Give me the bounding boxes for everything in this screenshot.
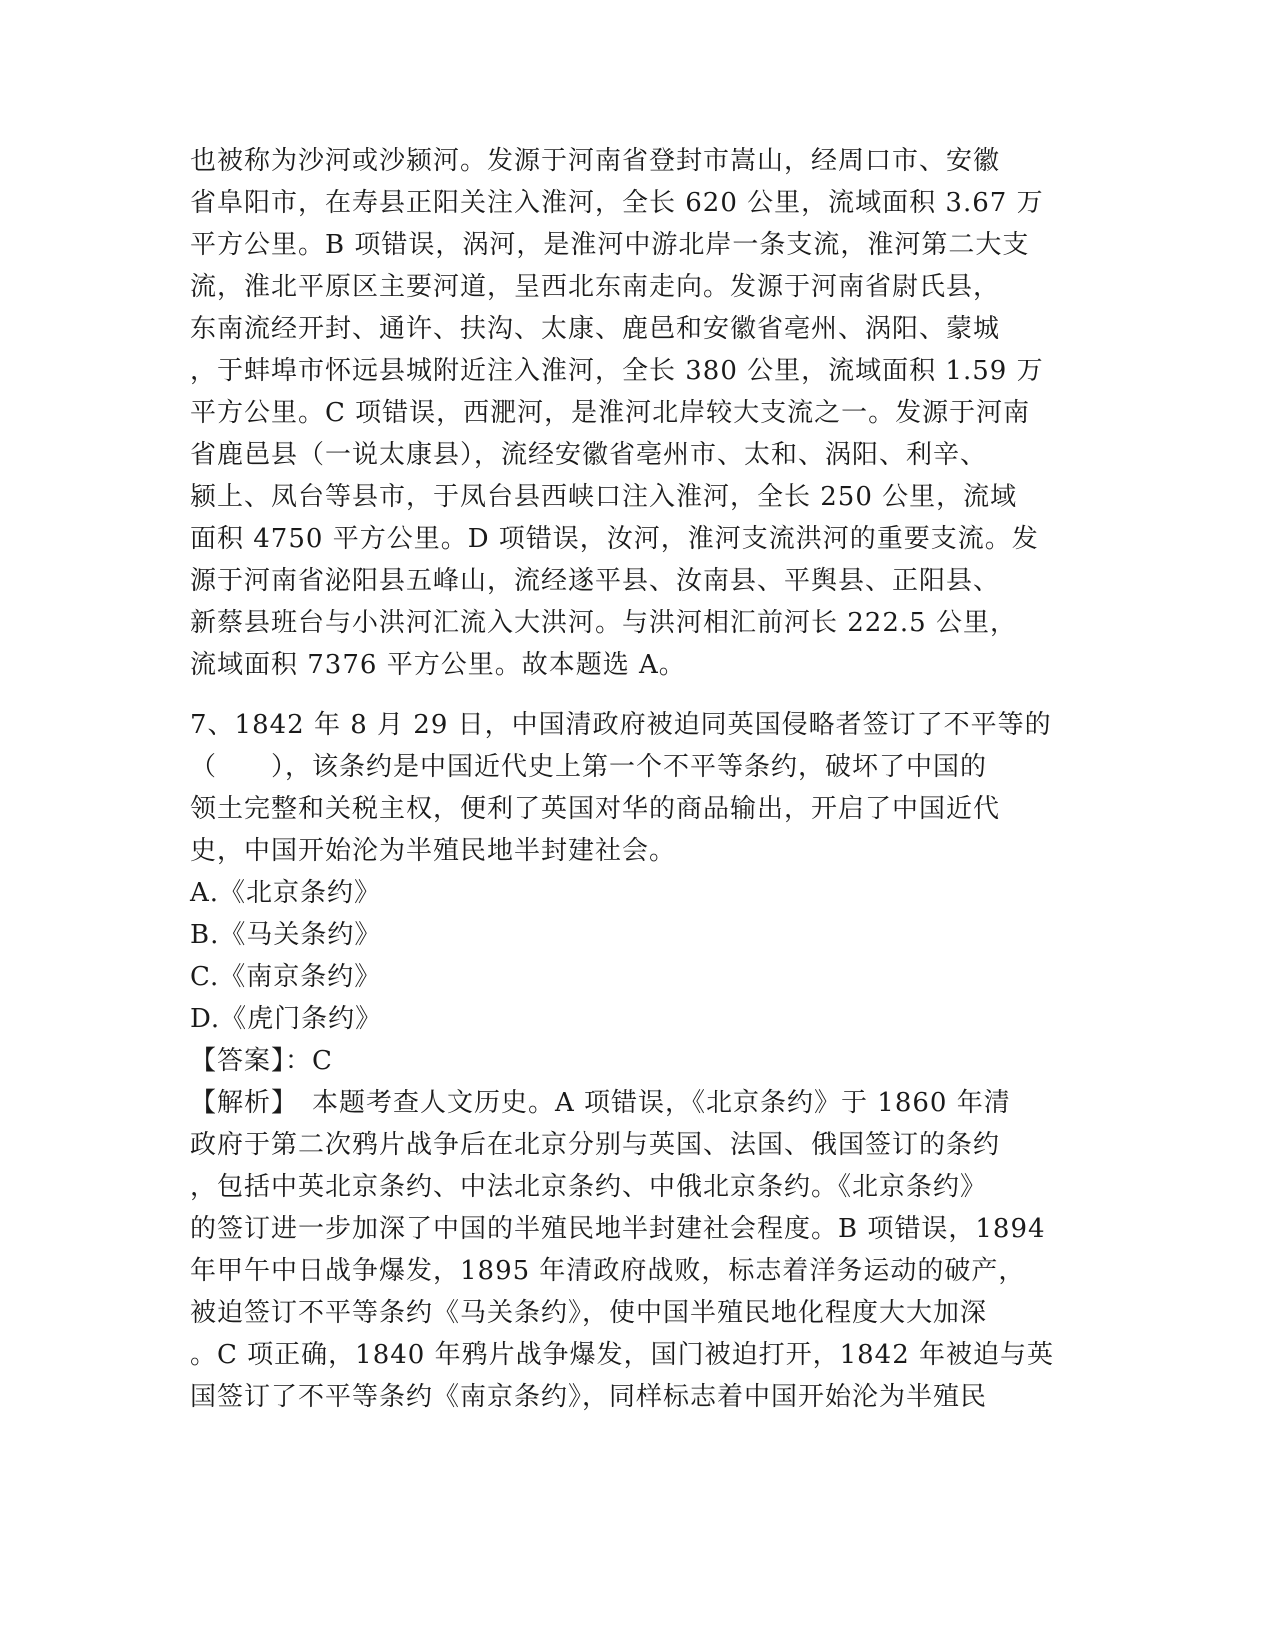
explanation-line: 【解析】 本题考查人文历史。A 项错误，《北京条约》于 1860 年清 (190, 1088, 1011, 1118)
option-c: C.《南京条约》 (190, 962, 382, 992)
option-d: D.《虎门条约》 (190, 1004, 383, 1034)
explanation-line: 年甲午中日战争爆发，1895 年清政府战败，标志着洋务运动的破产， (190, 1256, 1026, 1286)
prev-explanation-line: 流，淮北平原区主要河道，呈西北东南走向。发源于河南省尉氏县， (190, 272, 1001, 302)
explanation-line: ，包括中英北京条约、中法北京条约、中俄北京条约。《北京条约》 (190, 1172, 988, 1202)
explanation-line: 的签订进一步加深了中国的半殖民地半封建社会程度。B 项错误，1894 (190, 1214, 1046, 1244)
prev-explanation-line: ，于蚌埠市怀远县城附近注入淮河，全长 380 公里，流域面积 1.59 万 (190, 356, 1044, 386)
prev-explanation-line: 平方公里。B 项错误，涡河，是淮河中游北岸一条支流，淮河第二大支 (190, 230, 1030, 260)
prev-explanation-line: 流域面积 7376 平方公里。故本题选 A。 (190, 650, 686, 680)
option-b: B.《马关条约》 (190, 920, 382, 950)
prev-explanation-line: 也被称为沙河或沙颍河。发源于河南省登封市嵩山，经周口市、安徽 (190, 146, 1001, 176)
explanation-line: 。C 项正确，1840 年鸦片战争爆发，国门被迫打开，1842 年被迫与英 (190, 1340, 1055, 1370)
prev-explanation-line: 平方公里。C 项错误，西淝河，是淮河北岸较大支流之一。发源于河南 (190, 398, 1031, 428)
answer-line: 【答案】：C (190, 1046, 333, 1076)
prev-explanation-line: 面积 4750 平方公里。D 项错误，汝河，淮河支流洪河的重要支流。发 (190, 524, 1039, 554)
question-stem-line: 领土完整和关税主权，便利了英国对华的商品输出，开启了中国近代 (190, 794, 1001, 824)
prev-explanation-line: 颍上、凤台等县市，于凤台县西峡口注入淮河，全长 250 公里，流域 (190, 482, 1018, 512)
option-a: A.《北京条约》 (190, 878, 382, 908)
explanation-line: 国签订了不平等条约《南京条约》，同样标志着中国开始沦为半殖民 (190, 1382, 988, 1412)
prev-explanation-line: 省鹿邑县（一说太康县），流经安徽省亳州市、太和、涡阳、利辛、 (190, 440, 988, 470)
prev-explanation-line: 东南流经开封、通许、扶沟、太康、鹿邑和安徽省亳州、涡阳、蒙城 (190, 314, 1001, 344)
explanation-line: 政府于第二次鸦片战争后在北京分别与英国、法国、俄国签订的条约 (190, 1130, 1001, 1160)
explanation-line: 被迫签订不平等条约《马关条约》，使中国半殖民地化程度大大加深 (190, 1298, 988, 1328)
prev-explanation-line: 源于河南省泌阳县五峰山，流经遂平县、汝南县、平舆县、正阳县、 (190, 566, 1001, 596)
prev-explanation-line: 新蔡县班台与小洪河汇流入大洪河。与洪河相汇前河长 222.5 公里， (190, 608, 1017, 638)
question-stem-line: （ ），该条约是中国近代史上第一个不平等条约，破坏了中国的 (190, 752, 988, 782)
question-stem-line: 7、1842 年 8 月 29 日，中国清政府被迫同英国侵略者签订了不平等的 (190, 710, 1052, 740)
question-stem-line: 史，中国开始沦为半殖民地半封建社会。 (190, 836, 677, 866)
prev-explanation-line: 省阜阳市，在寿县正阳关注入淮河，全长 620 公里，流域面积 3.67 万 (190, 188, 1044, 218)
